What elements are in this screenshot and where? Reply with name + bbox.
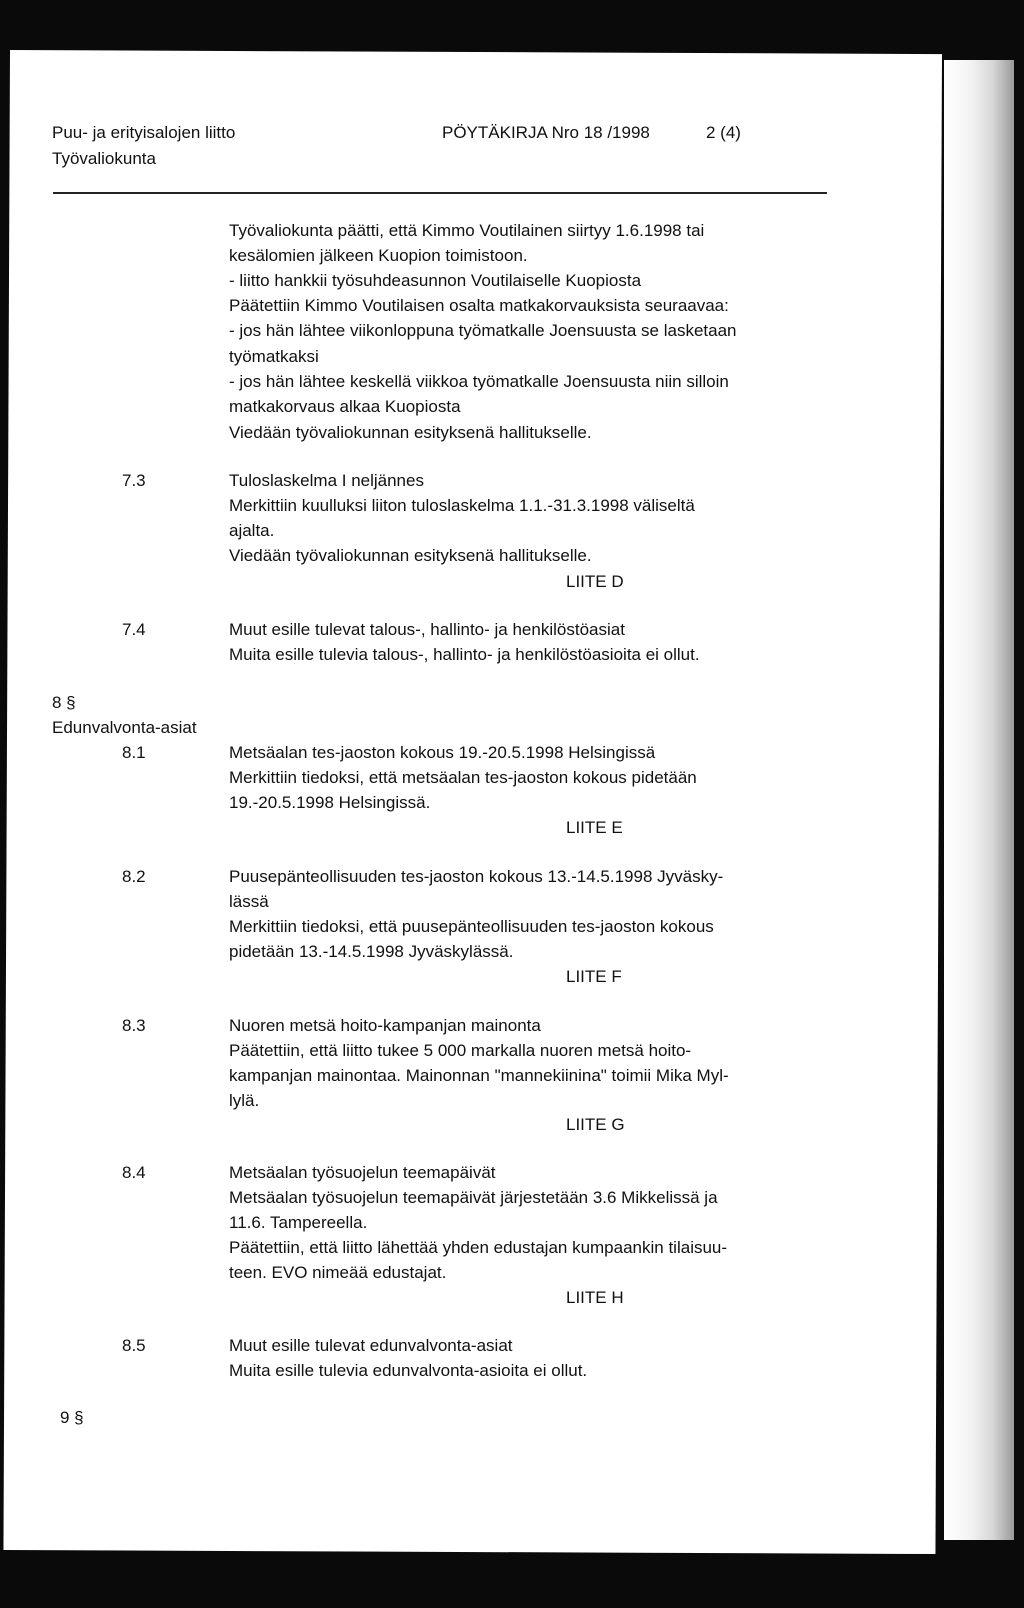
- section-number: 8.3: [122, 1016, 146, 1035]
- attachment-ref: LIITE G: [566, 1115, 625, 1134]
- section-line: Muita esille tulevia edunvalvonta-asioita ei ollut.: [229, 1361, 588, 1380]
- intro-line: Viedään työvaliokunnan esityksenä hallitukselle.: [229, 423, 592, 442]
- section-number: 8.4: [122, 1163, 146, 1182]
- section-title: Metsäalan tes-jaoston kokous 19.-20.5.1998 Helsingissä: [229, 743, 656, 762]
- header-doc-number: PÖYTÄKIRJA Nro 18 /1998: [442, 123, 650, 142]
- header-rule: [53, 192, 827, 194]
- section-title: Muut esille tulevat talous-, hallinto- ja henkilöstöasiat: [229, 620, 625, 639]
- section-line: Viedään työvaliokunnan esityksenä hallitukselle.: [229, 546, 592, 565]
- section-number: 8.5: [122, 1336, 146, 1355]
- paragraph-mark: 8 §: [52, 693, 76, 712]
- attachment-ref: LIITE D: [566, 572, 624, 591]
- intro-line: - liitto hankkii työsuhdeasunnon Voutilaiselle Kuopiosta: [229, 271, 642, 290]
- section-number: 7.4: [122, 620, 146, 639]
- header-page-number: 2 (4): [706, 123, 741, 142]
- section-number: 7.3: [122, 471, 146, 490]
- section-line: Merkittiin tiedoksi, että metsäalan tes-jaoston kokous pidetään: [229, 768, 697, 787]
- section-line: Merkittiin tiedoksi, että puusepänteollisuuden tes-jaoston kokous: [229, 917, 714, 936]
- attachment-ref: LIITE F: [566, 967, 622, 986]
- section-title: Puusepänteollisuuden tes-jaoston kokous 13.-14.5.1998 Jyväsky-: [229, 867, 724, 886]
- section-title: Tuloslaskelma I neljännes: [229, 471, 424, 490]
- intro-line: Päätettiin Kimmo Voutilaisen osalta matkakorvauksista seuraavaa:: [229, 296, 729, 315]
- paragraph-title: Edunvalvonta-asiat: [52, 718, 197, 737]
- section-line: kampanjan mainontaa. Mainonnan "mannekiinina" toimii Mika Myl-: [229, 1066, 729, 1085]
- section-title: Muut esille tulevat edunvalvonta-asiat: [229, 1336, 513, 1355]
- section-number: 8.1: [122, 743, 146, 762]
- intro-line: - jos hän lähtee viikonloppuna työmatkalle Joensuusta se lasketaan: [229, 321, 737, 340]
- section-line: ajalta.: [229, 521, 275, 540]
- section-title: Metsäalan työsuojelun teemapäivät: [229, 1163, 496, 1182]
- header-committee: Työvaliokunta: [52, 149, 156, 168]
- section-line: 11.6. Tampereella.: [229, 1213, 368, 1232]
- section-line: Päätettiin, että liitto lähettää yhden edustajan kumpaankin tilaisuu-: [229, 1238, 728, 1257]
- intro-line: matkakorvaus alkaa Kuopiosta: [229, 397, 461, 416]
- section-line: 19.-20.5.1998 Helsingissä.: [229, 793, 431, 812]
- section-line: lässä: [229, 892, 269, 911]
- section-line: Muita esille tulevia talous-, hallinto- ja henkilöstöasioita ei ollut.: [229, 645, 700, 664]
- section-line: Metsäalan työsuojelun teemapäivät järjestetään 3.6 Mikkelissä ja: [229, 1188, 718, 1207]
- section-line: lylä.: [229, 1091, 260, 1110]
- intro-line: - jos hän lähtee keskellä viikkoa työmatkalle Joensuusta niin silloin: [229, 372, 729, 391]
- section-line: Päätettiin, että liitto tukee 5 000 markalla nuoren metsä hoito-: [229, 1041, 692, 1060]
- intro-line: työmatkaksi: [229, 347, 319, 366]
- section-title: Nuoren metsä hoito-kampanjan mainonta: [229, 1016, 541, 1035]
- paragraph-mark: 9 §: [60, 1408, 84, 1427]
- attachment-ref: LIITE E: [566, 818, 623, 837]
- attachment-ref: LIITE H: [566, 1288, 624, 1307]
- section-line: Merkittiin kuulluksi liiton tuloslaskelma 1.1.-31.3.1998 väliseltä: [229, 496, 695, 515]
- section-number: 8.2: [122, 867, 146, 886]
- section-line: teen. EVO nimeää edustajat.: [229, 1263, 447, 1282]
- section-line: pidetään 13.-14.5.1998 Jyväskylässä.: [229, 942, 514, 961]
- header-org: Puu- ja erityisalojen liitto: [52, 123, 236, 142]
- intro-line: Työvaliokunta päätti, että Kimmo Voutilainen siirtyy 1.6.1998 tai: [229, 221, 705, 240]
- intro-line: kesälomien jälkeen Kuopion toimistoon.: [229, 246, 528, 265]
